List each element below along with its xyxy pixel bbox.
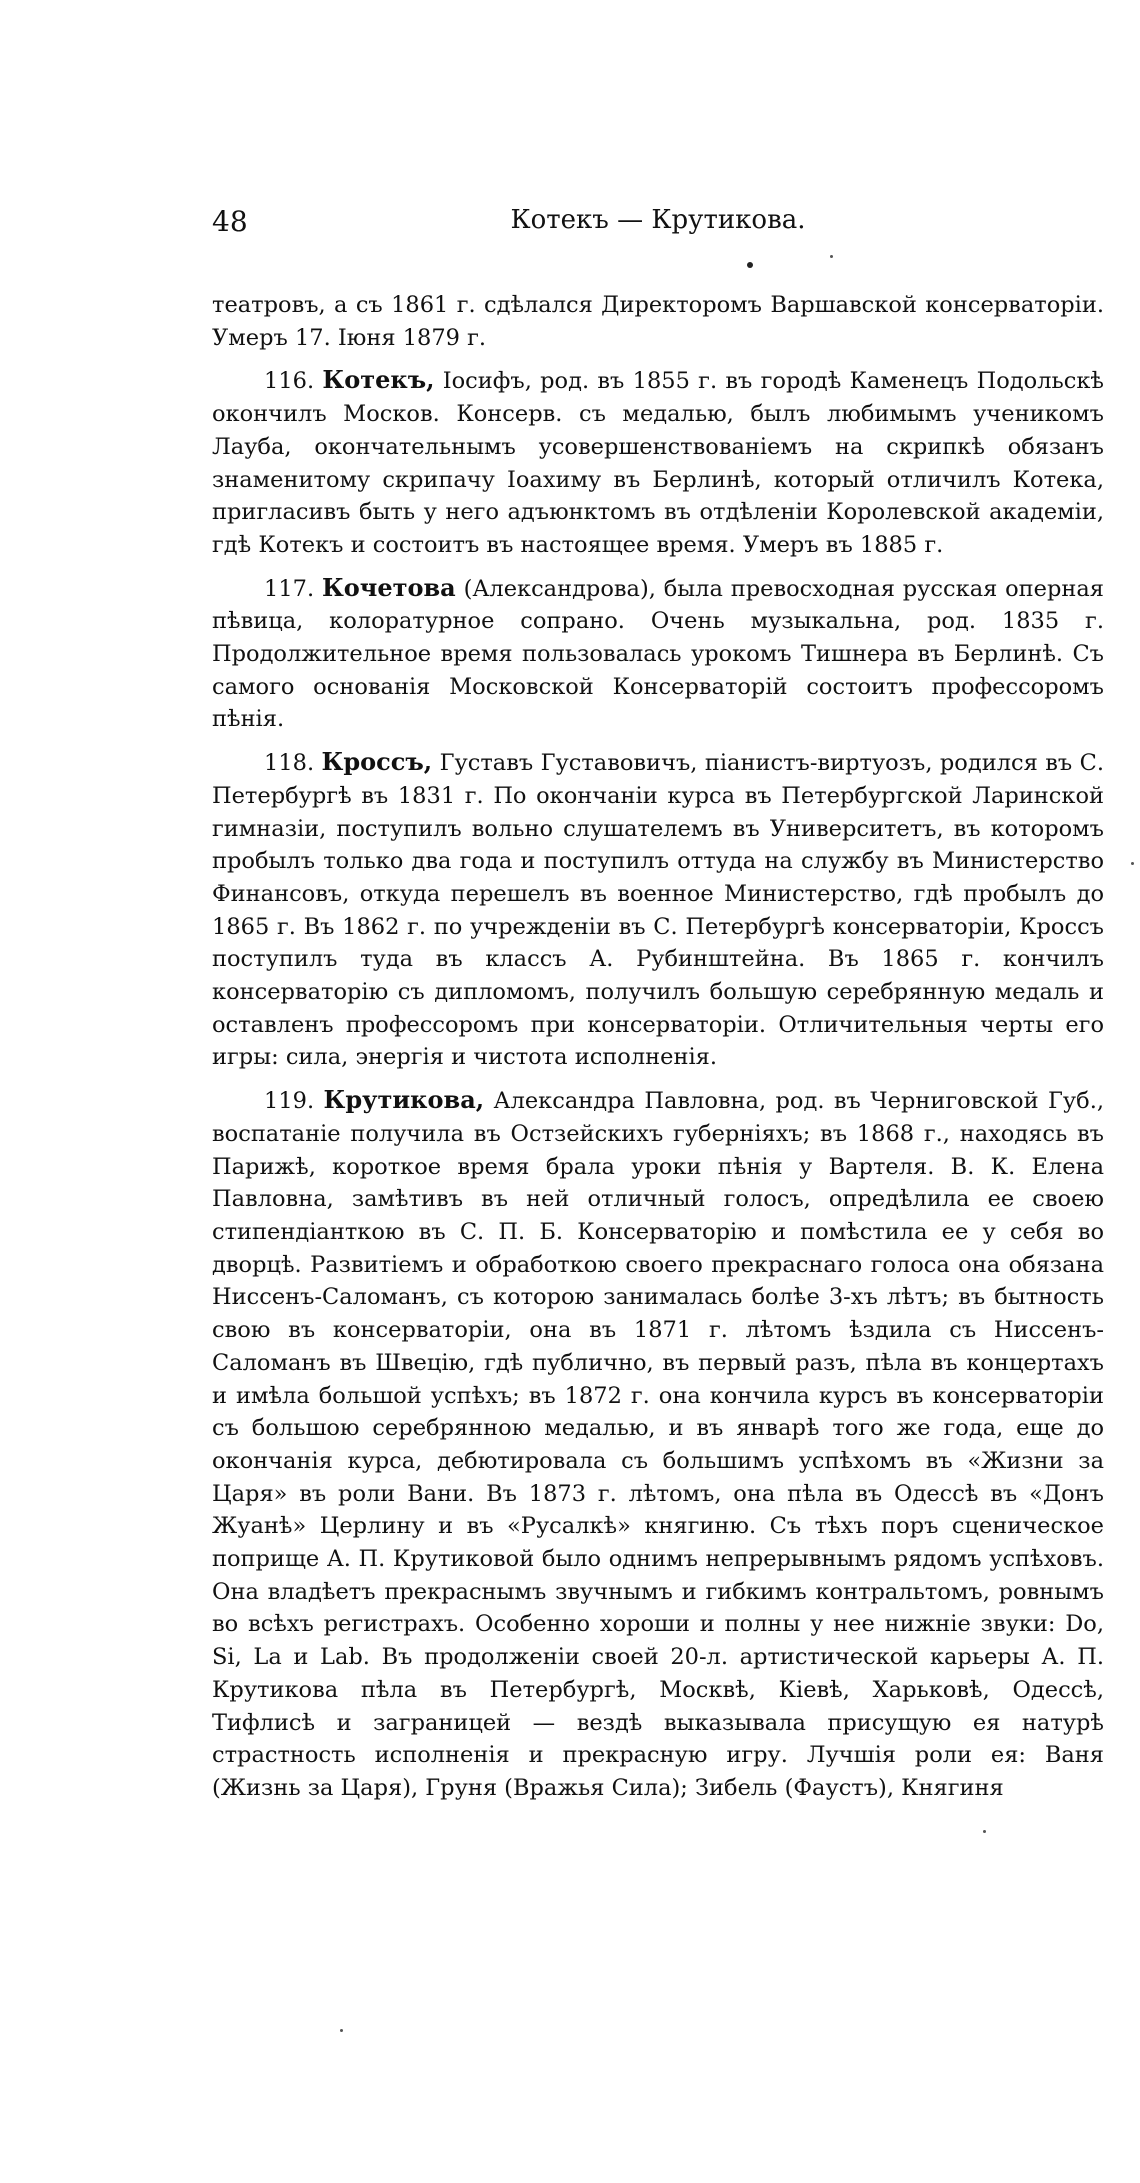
entry-number: 119. bbox=[264, 1088, 315, 1115]
page-number: 48 bbox=[212, 205, 248, 238]
entry-name: Кочетова bbox=[321, 572, 456, 602]
page-header bbox=[212, 205, 1104, 249]
entry-117 bbox=[212, 572, 1104, 737]
entry-name: Кроссъ, bbox=[321, 747, 433, 777]
continuation-text: театровъ, а съ 1861 г. сдѣлался Директоромъ Варшавской консерваторіи. Умеръ 17. Іюня 1879 г. bbox=[212, 292, 1104, 351]
entry-name: Крутикова, bbox=[323, 1085, 485, 1115]
continuation-paragraph bbox=[212, 289, 1104, 354]
entry-number: 116. bbox=[264, 368, 315, 395]
entry-116 bbox=[212, 364, 1104, 561]
entry-text: Густавъ Густавовичъ, піанистъ-виртуозъ, родился въ С. Петербургѣ въ 1831 г. По окончаніи курса въ Петербургской Ларинской гимназіи, поступилъ вольно слушателемъ въ Университетъ, въ которомъ пробылъ только два года и поступилъ оттуда на службу въ Министерство Финансовъ, откуда перешелъ въ военное Министерство, гдѣ пробылъ до 1865 г. Въ 1862 г. по учрежденіи въ С. Петербургѣ консерваторіи, Кроссъ поступилъ туда въ классъ А. Рубинштейна. Въ 1865 г. кончилъ консерваторію съ дипломомъ, получилъ большую серебрянную медаль и оставленъ профессоромъ при консерваторіи. Отличительныя черты его игры: сила, энергія и чистота исполненія. bbox=[212, 750, 1104, 1071]
entry-text: Іосифъ, род. въ 1855 г. въ городѣ Каменецъ Подольскѣ окончилъ Москов. Консерв. съ медалью, былъ любимымъ ученикомъ Лауба, окончательнымъ усовершенствованіемъ на скрипкѣ обязанъ знаменитому скрипачу Іоахиму въ Берлинѣ, который отличилъ Котека, пригласивъ быть у него адъюнктомъ въ отдѣленіи Королевской академіи, гдѣ Котекъ и состоитъ въ настоящее время. Умеръ въ 1885 г. bbox=[212, 368, 1104, 558]
entry-number: 118. bbox=[264, 750, 315, 777]
ink-speck bbox=[1131, 862, 1134, 865]
book-page bbox=[212, 205, 1104, 1815]
ink-speck bbox=[983, 1830, 986, 1833]
running-title: Котекъ — Крутикова. bbox=[510, 205, 806, 235]
ink-speck bbox=[340, 2029, 343, 2032]
entry-name: Котекъ, bbox=[322, 365, 435, 395]
entry-text: Александра Павловна, род. въ Черниговской Губ., воспатаніе получила въ Остзейскихъ губерніяхъ; въ 1868 г., находясь въ Парижѣ, короткое время брала уроки пѣнія у Вартеля. В. К. Елена Павловна, замѣтивъ въ ней отличный голосъ, опредѣлила ее своею стипендіанткою въ С. П. Б. Консерваторію и помѣстила ее у себя во дворцѣ. Развитіемъ и обработкою своего прекраснаго голоса она обязана Ниссенъ-Саломанъ, съ которою занималась болѣе 3-хъ лѣтъ; въ бытность свою въ консерваторіи, она въ 1871 г. лѣтомъ ѣздила съ Ниссенъ-Саломанъ въ Швецію, гдѣ публично, въ первый разъ, пѣла въ концертахъ и имѣла большой успѣхъ; въ 1872 г. она кончила курсъ въ консерваторіи съ большою серебрянною медалью, и въ январѣ того же года, еще до окончанія курса, дебютировала съ большимъ успѣхомъ въ «Жизни за Царя» въ роли Вани. Въ 1873 г. лѣтомъ, она пѣла въ Одессѣ въ «Донъ Жуанѣ» Церлину и въ «Русалкѣ» княгиню. Съ тѣхъ поръ сценическое поприще А. П. Крутиковой было однимъ непрерывнымъ рядомъ успѣховъ. Она владѣетъ прекраснымъ звучнымъ и гибкимъ контральтомъ, ровнымъ во всѣхъ регистрахъ. Особенно хороши и полны у нее нижніе звуки: Do, Si, La и Lab. Въ продолженіи своей 20-л. артистической карьеры А. П. Крутикова пѣла въ Петербургѣ, Москвѣ, Кіевѣ, Харьковѣ, Одессѣ, Тифлисѣ и заграницей — вездѣ выказывала присущую ея натурѣ страстность исполненія и прекрасную игру. Лучшія роли ея: Ваня (Жизнь за Царя), Груня (Вражья Сила); Зибель (Фаустъ), Княгиня bbox=[212, 1088, 1104, 1801]
entry-119 bbox=[212, 1084, 1104, 1804]
entry-118 bbox=[212, 746, 1104, 1074]
entry-text: (Александрова), была превосходная русская оперная пѣвица, колоратурное сопрано. Очень музыкальна, род. 1835 г. Продолжительное время пользовалась урокомъ Тишнера въ Берлинѣ. Съ самого основанія Московской Консерваторій состоитъ профессоромъ пѣнія. bbox=[212, 575, 1104, 733]
entry-number: 117. bbox=[264, 575, 315, 602]
